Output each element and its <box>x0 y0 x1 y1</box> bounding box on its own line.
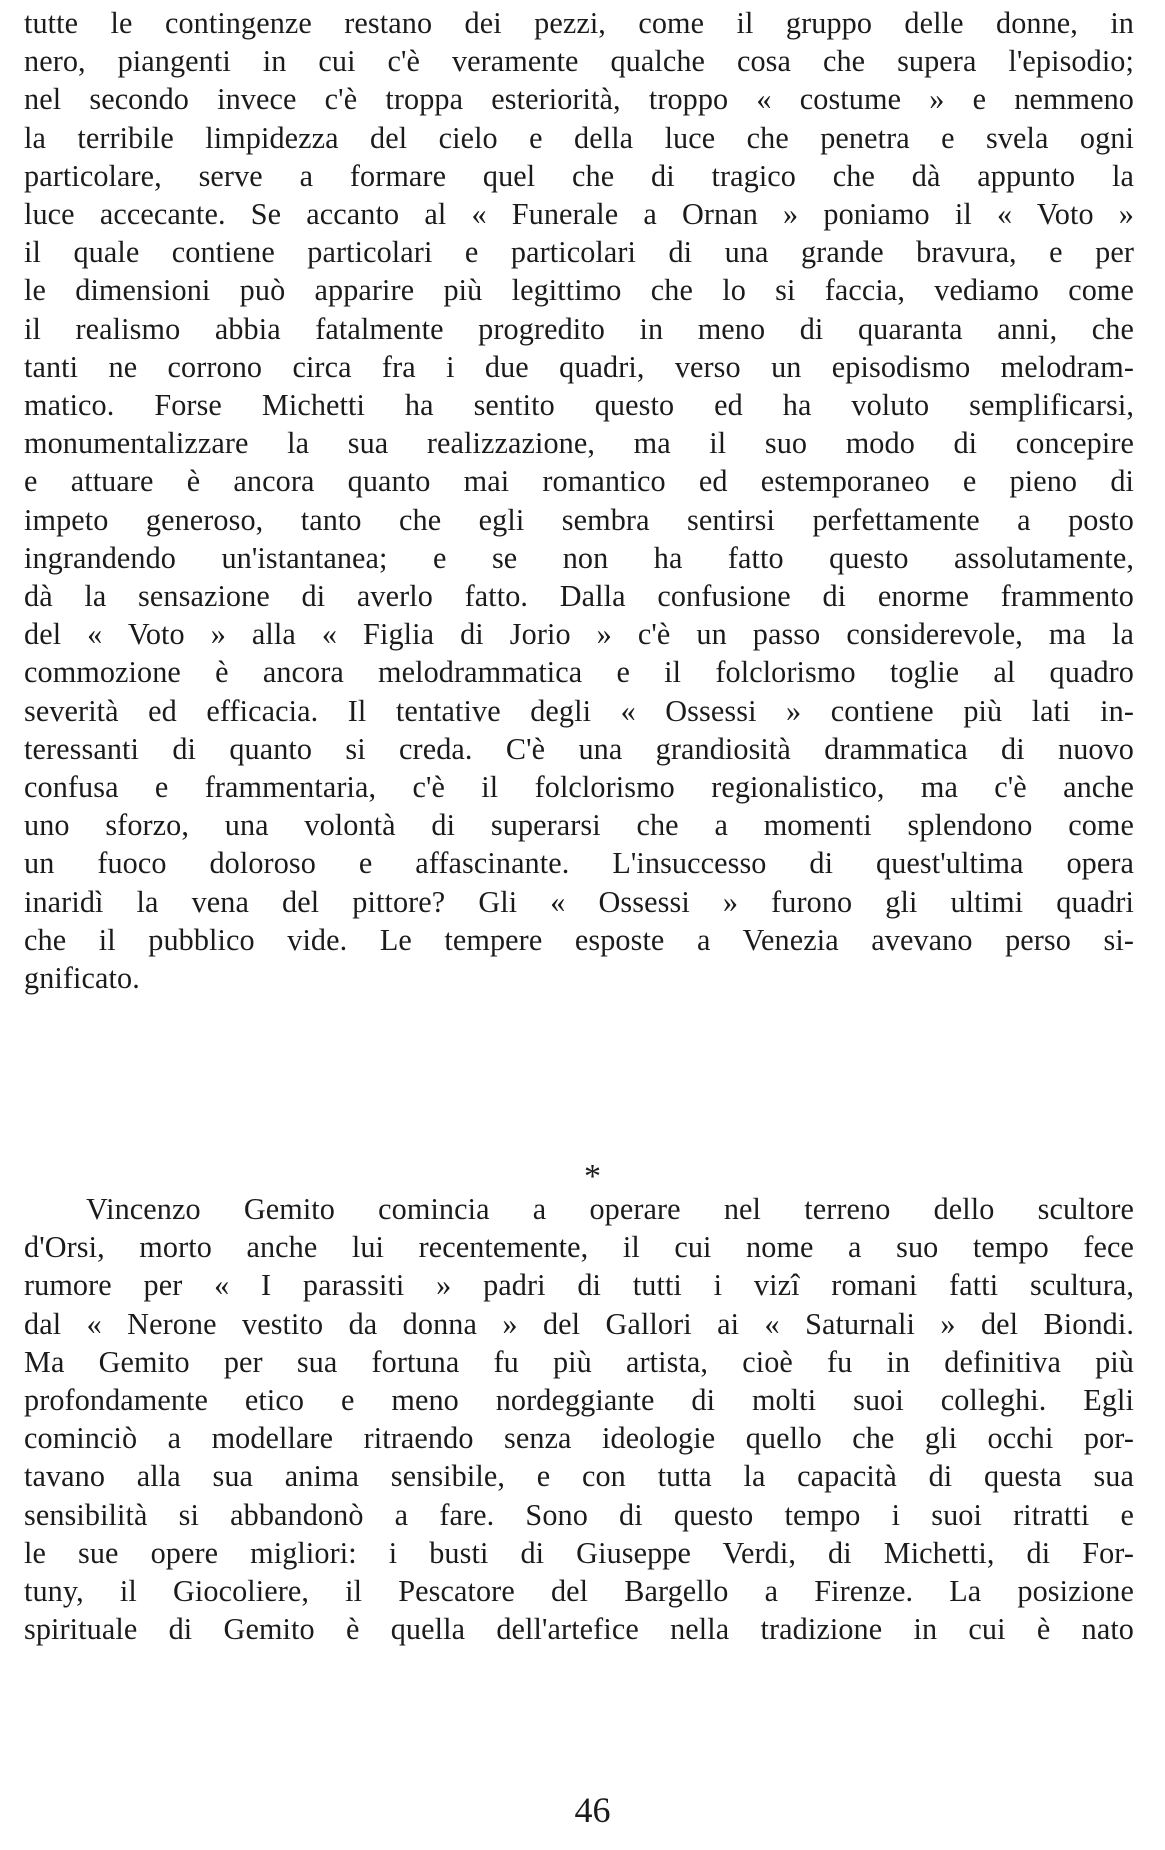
text-line: gnificato. <box>24 961 140 996</box>
text-line: e attuare è ancora quanto mai romantico ed estemporaneo e pieno di <box>24 464 1134 499</box>
section-separator: * <box>584 1158 601 1195</box>
paragraph-1 <box>24 4 1134 997</box>
text-line: rumore per « I parassiti » padri di tutti i vizî romani fatti scultura, <box>24 1268 1134 1303</box>
paragraph-2 <box>24 1190 1134 1648</box>
text-line: nero, piangenti in cui c'è veramente qualche cosa che supera l'episodio; <box>24 44 1134 79</box>
text-line: severità ed efficacia. Il tentative degli « Ossessi » contiene più lati in- <box>24 693 1134 728</box>
text-line: le dimensioni può apparire più legittimo che lo si faccia, vediamo come <box>24 273 1134 308</box>
text-line: Vincenzo Gemito comincia a operare nel terreno dello scultore <box>86 1192 1134 1226</box>
text-line: un fuoco doloroso e affascinante. L'insuccesso di quest'ultima opera <box>24 846 1134 881</box>
text-line: tavano alla sua anima sensibile, e con tutta la capacità di questa sua <box>24 1459 1134 1494</box>
text-line: impeto generoso, tanto che egli sembra sentirsi perfettamente a posto <box>24 502 1134 537</box>
text-line: dal « Nerone vestito da donna » del Gallori ai « Saturnali » del Biondi. <box>24 1306 1134 1341</box>
text-line: ingrandendo un'istantanea; e se non ha fatto questo assolutamente, <box>24 540 1134 575</box>
text-line: commozione è ancora melodrammatica e il folclorismo toglie al quadro <box>24 655 1134 690</box>
text-line: inaridì la vena del pittore? Gli « Ossessi » furono gli ultimi quadri <box>24 884 1134 919</box>
text-line: luce accecante. Se accanto al « Funerale a Ornan » poniamo il « Voto » <box>24 197 1134 232</box>
text-line: tanti ne corrono circa fra i due quadri, verso un episodismo melodram- <box>24 349 1134 384</box>
text-line: il quale contiene particolari e particolari di una grande bravura, e per <box>24 235 1134 270</box>
text-line: del « Voto » alla « Figlia di Jorio » c'è un passo considerevole, ma la <box>24 617 1134 652</box>
text-line: le sue opere migliori: i busti di Giuseppe Verdi, di Michetti, di For- <box>24 1535 1134 1570</box>
text-line: spirituale di Gemito è quella dell'artefice nella tradizione in cui è nato <box>24 1612 1134 1647</box>
text-line: d'Orsi, morto anche lui recentemente, il cui nome a suo tempo fece <box>24 1230 1134 1265</box>
text-line: monumentalizzare la sua realizzazione, ma il suo modo di concepire <box>24 426 1134 461</box>
page-number: 46 <box>574 1790 611 1830</box>
text-line: cominciò a modellare ritraendo senza ideologie quello che gli occhi por- <box>24 1421 1134 1456</box>
text-line: il realismo abbia fatalmente progredito in meno di quaranta anni, che <box>24 311 1134 346</box>
text-line: che il pubblico vide. Le tempere esposte a Venezia avevano perso si- <box>24 922 1134 957</box>
text-line: uno sforzo, una volontà di superarsi che a momenti splendono come <box>24 808 1134 843</box>
text-line: particolare, serve a formare quel che di tragico che dà appunto la <box>24 158 1134 193</box>
text-line: tuny, il Giocoliere, il Pescatore del Bargello a Firenze. La posizione <box>24 1574 1134 1609</box>
text-line: matico. Forse Michetti ha sentito questo ed ha voluto semplificarsi, <box>24 388 1134 423</box>
text-line: confusa e frammentaria, c'è il folclorismo regionalistico, ma c'è anche <box>24 770 1134 805</box>
text-line: nel secondo invece c'è troppa esteriorità, troppo « costume » e nemmeno <box>24 82 1134 117</box>
text-line: sensibilità si abbandonò a fare. Sono di questo tempo i suoi ritratti e <box>24 1497 1134 1532</box>
text-line: Ma Gemito per sua fortuna fu più artista, cioè fu in definitiva più <box>24 1344 1134 1379</box>
text-line: dà la sensazione di averlo fatto. Dalla confusione di enorme frammento <box>24 579 1134 614</box>
text-line: la terribile limpidezza del cielo e della luce che penetra e svela ogni <box>24 120 1134 155</box>
text-line: profondamente etico e meno nordeggiante di molti suoi colleghi. Egli <box>24 1383 1134 1418</box>
text-line: tutte le contingenze restano dei pezzi, come il gruppo delle donne, in <box>24 6 1134 40</box>
text-line: teressanti di quanto si creda. C'è una grandiosità drammatica di nuovo <box>24 731 1134 766</box>
